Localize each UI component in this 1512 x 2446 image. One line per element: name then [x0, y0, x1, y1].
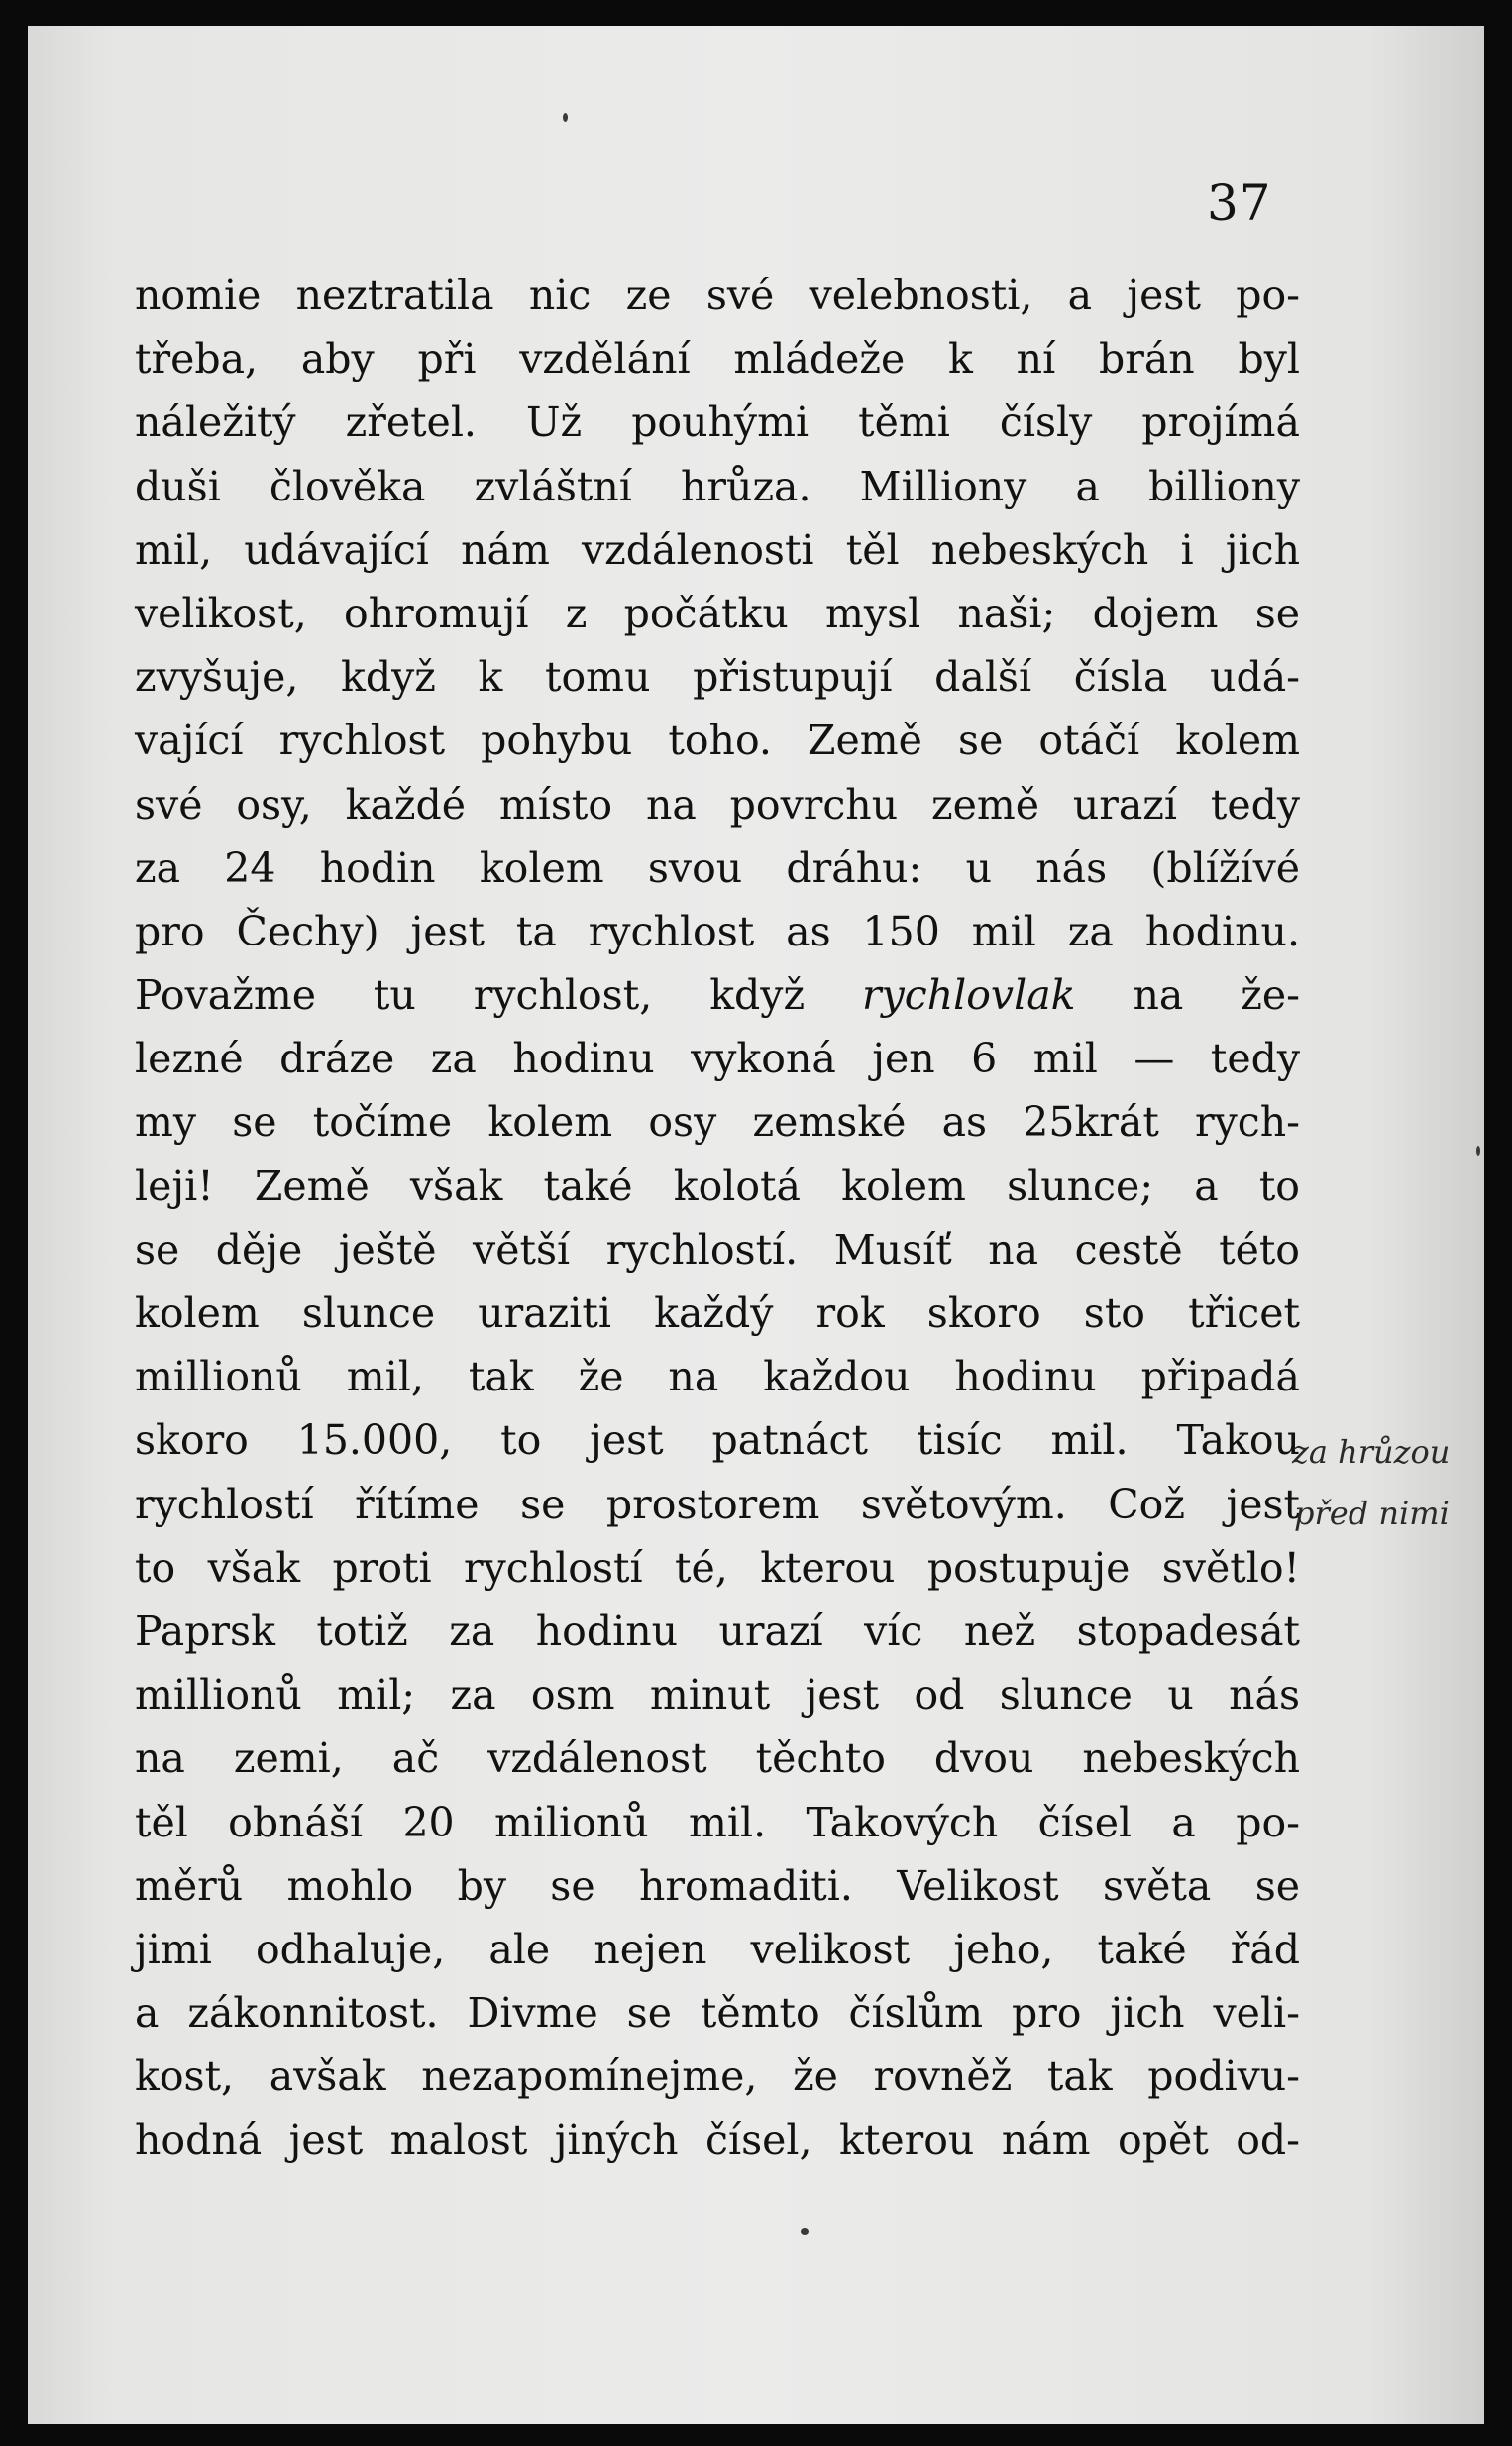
text-line: pro Čechy) jest ta rychlost as 150 mil za hodinu.: [135, 907, 1300, 955]
page-number: 37: [1207, 174, 1272, 232]
book-page: [28, 26, 1484, 2424]
text-line: millionů mil, tak že na každou hodinu připadá: [135, 1353, 1300, 1401]
text-line-with-italic: [135, 963, 1300, 1027]
text-line: hodná jest malost jiných čísel, kterou nám opět od-: [135, 2116, 1300, 2165]
text-line: duši člověka zvláštní hrůza. Milliony a billiony: [135, 462, 1300, 510]
text-line: mil, udávající nám vzdálenosti těl nebeských i jich: [135, 525, 1300, 574]
text-line: nomie neztratila nic ze své velebnosti, a jest po-: [135, 272, 1300, 319]
italic-word: rychlovlak: [862, 971, 1076, 1020]
text-line: kost, avšak nezapomínejme, že rovněž tak podivu-: [135, 2053, 1300, 2101]
text-segment: Považme tu rychlost, když: [135, 971, 862, 1020]
text-line: náležitý zřetel. Už pouhými těmi čísly projímá: [135, 398, 1300, 447]
text-line: my se točíme kolem osy zemské as 25krát rych-: [135, 1098, 1300, 1147]
text-line: lezné dráze za hodinu vykoná jen 6 mil — tedy: [135, 1035, 1300, 1083]
text-line: millionů mil; za osm minut jest od slunce u nás: [135, 1671, 1300, 1720]
text-line: vající rychlost pohybu toho. Země se otáčí kolem: [135, 717, 1300, 765]
text-line: velikost, ohromují z počátku mysl naši; dojem se: [135, 589, 1300, 637]
text-line: zvyšuje, když k tomu přistupují další čísla udá-: [135, 653, 1300, 702]
text-line: na zemi, ač vzdálenost těchto dvou nebeských: [135, 1734, 1300, 1783]
text-line: kolem slunce uraziti každý rok skoro sto třicet: [135, 1289, 1300, 1337]
handwritten-margin-note: za hrůzou: [1292, 1433, 1451, 1471]
text-line: to však proti rychlostí té, kterou postupuje světlo!: [135, 1543, 1300, 1592]
ink-speck: [1476, 1146, 1480, 1156]
text-line: třeba, aby při vzdělání mládeže k ní brán byl: [135, 335, 1300, 384]
handwritten-margin-note: před nimi: [1294, 1495, 1450, 1532]
text-line: leji! Země však také kolotá kolem slunce; a to: [135, 1162, 1300, 1210]
text-line: těl obnáší 20 milionů mil. Takových čísel a po-: [135, 1798, 1300, 1846]
text-line: a zákonnitost. Divme se těmto číslům pro jich veli-: [135, 1989, 1300, 2038]
body-text: [135, 264, 1300, 2172]
text-line: jimi odhaluje, ale nejen velikost jeho, také řád: [135, 1925, 1300, 1973]
text-line: za 24 hodin kolem svou dráhu: u nás (blížívé: [135, 843, 1300, 892]
text-segment: na že-: [1075, 971, 1300, 1020]
text-line: se děje ještě větší rychlostí. Musíť na cestě této: [135, 1225, 1300, 1274]
text-line: Paprsk totiž za hodinu urazí víc než stopadesát: [135, 1607, 1300, 1655]
text-line: své osy, každé místo na povrchu země urazí tedy: [135, 780, 1300, 829]
text-line: rychlostí řítíme se prostorem světovým. Což jest: [135, 1480, 1300, 1528]
text-line: skoro 15.000, to jest patnáct tisíc mil. Takou: [135, 1416, 1300, 1465]
ink-speck: [563, 113, 568, 122]
ink-speck: [801, 2228, 809, 2235]
text-line: měrů mohlo by se hromaditi. Velikost světa se: [135, 1861, 1300, 1910]
